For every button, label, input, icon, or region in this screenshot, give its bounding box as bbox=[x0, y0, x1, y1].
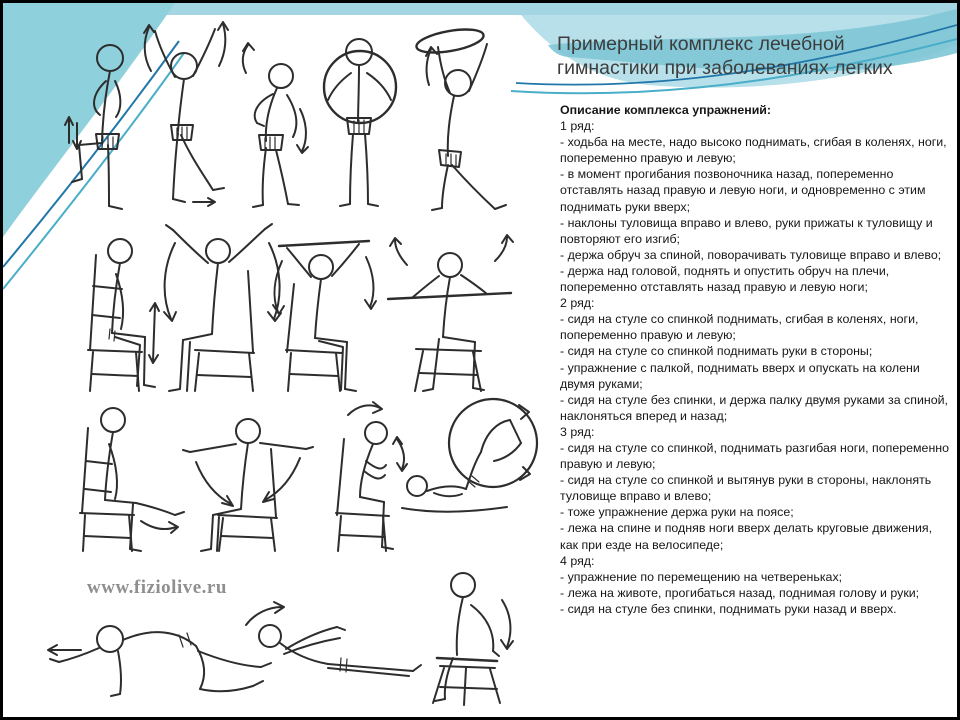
figure-sitting-knee-raise bbox=[88, 239, 159, 391]
figure-sitting-side-turn bbox=[336, 402, 407, 551]
exercise-item: - сидя на стуле со спинкой поднимать руки в стороны; bbox=[560, 344, 873, 359]
figure-sitting-stick-overhead bbox=[273, 241, 376, 391]
exercise-item: - держа над головой, поднять и опустить обруч на плечи, попеременно отставлять назад правую и левую ноги; bbox=[560, 263, 890, 295]
row-label: 3 ряд: bbox=[560, 424, 595, 439]
exercise-item: - упражнение по перемещению на четвереньках; bbox=[560, 569, 843, 584]
figure-hoop-overhead-leg-back bbox=[415, 25, 506, 210]
figure-sitting-leg-extension bbox=[80, 408, 184, 551]
page-title bbox=[557, 32, 957, 80]
figure-stool-arms-back-swing bbox=[433, 573, 513, 705]
exercise-item: - сидя на стуле со спинкой и вытянув руки в стороны, наклонять туловище вправо и влево; bbox=[560, 473, 932, 504]
exercise-item: - сидя на стуле со спинкой поднимать, сгибая в коленях, ноги, попеременно правую и левую; bbox=[560, 312, 919, 343]
exercise-item: - сидя на стуле без спинки, и держа палку двумя руками за спиной, наклоняться вперед и назад; bbox=[560, 392, 948, 423]
row-label: 4 ряд: bbox=[560, 553, 595, 568]
figure-sitting-stick-on-shoulders bbox=[388, 235, 513, 391]
figure-arms-raised-swing bbox=[144, 22, 228, 206]
figure-side-bend-arm-behind-back bbox=[243, 43, 308, 207]
exercise-item: - тоже упражнение держа руки на поясе; bbox=[560, 505, 794, 520]
figure-hoop-behind-shoulders bbox=[324, 39, 396, 206]
figure-lying-bicycle-legs-circle bbox=[402, 399, 537, 512]
exercise-item: - лежа на спине и подняв ноги вверх делать круговые движения, как при езде на велосипеде; bbox=[560, 521, 933, 552]
figure-sitting-arms-sideways bbox=[183, 419, 313, 551]
watermark: www.fiziolive.ru bbox=[87, 577, 227, 598]
figure-marching-in-place bbox=[65, 45, 123, 209]
exercise-description bbox=[560, 102, 950, 617]
exercise-item: - лежа на животе, прогибаться назад, поднимая голову и руки; bbox=[560, 585, 920, 600]
exercise-item: - держа обруч за спиной, поворачивать туловище вправо и влево; bbox=[560, 247, 942, 262]
exercise-item: - в момент прогибания позвоночника назад, попеременно отставлять назад правую и левую ноги, и одновременно с этим поднимать руки вверх; bbox=[560, 167, 926, 214]
title-line-1: Примерный комплекс лечебной bbox=[557, 33, 845, 55]
exercise-item: - сидя на стуле со спинкой, поднимать разгибая ноги, попеременно правую и левую; bbox=[560, 440, 950, 472]
exercise-item: - упражнение с палкой, поднимать вверх и опускать на колени двумя руками; bbox=[560, 360, 920, 391]
figure-prone-back-extension bbox=[246, 602, 421, 676]
row-label: 2 ряд: bbox=[560, 296, 595, 311]
exercise-item: - ходьба на месте, надо высоко поднимать, сгибая в коленях, ноги, попеременно правую и левую; bbox=[560, 135, 947, 166]
description-heading: Описание комплекса упражнений: bbox=[560, 103, 772, 117]
exercise-item: - наклоны туловища вправо и влево, руки прижаты к туловищу и повторяют его изгиб; bbox=[560, 215, 933, 246]
row-label: 1 ряд: bbox=[560, 119, 595, 134]
figure-sitting-arms-swing-up bbox=[164, 224, 281, 391]
exercise-item: - сидя на стуле без спинки, поднимать руки назад и вверх. bbox=[560, 601, 897, 616]
title-line-2: гимнастики при заболеваниях легких bbox=[557, 57, 893, 79]
figure-crawling-on-all-fours bbox=[48, 626, 271, 696]
